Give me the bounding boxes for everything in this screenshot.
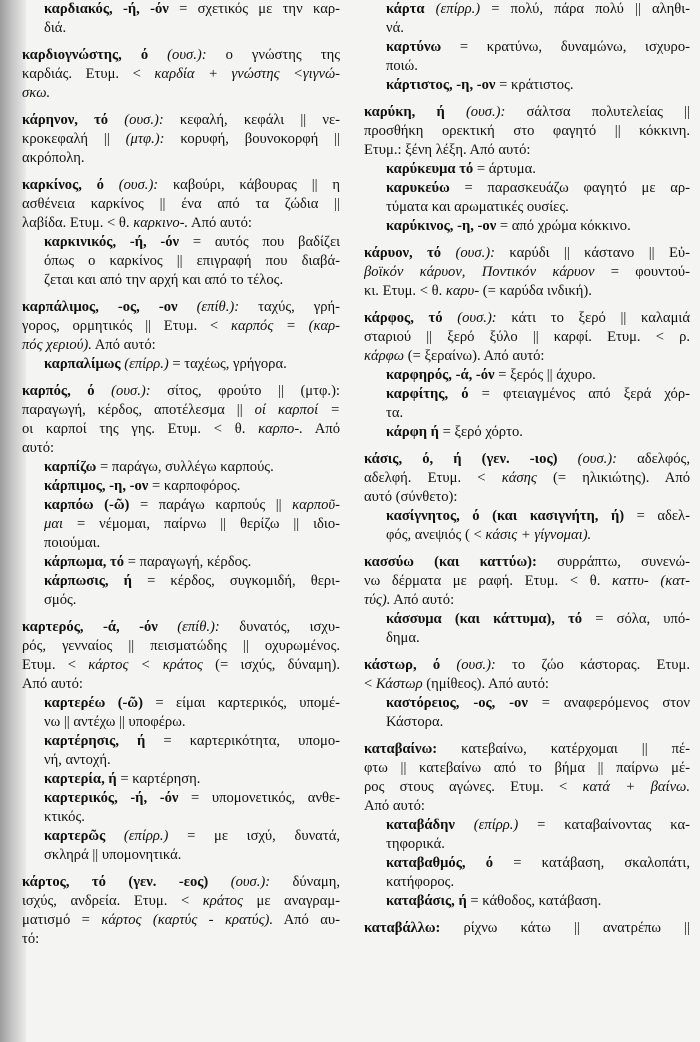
entry-line: αυτό (σύνθετο): xyxy=(364,489,458,505)
entry-line: δημα. xyxy=(386,630,420,646)
dictionary-entry xyxy=(22,873,340,949)
entry-line: κι. Ετυμ. < θ. καρυ- (= καρύδα ινδική). xyxy=(364,283,592,299)
entry-line: ρος στους αγώνες. Ετυμ. < κατά + βαίνω. xyxy=(364,779,690,795)
dictionary-entry xyxy=(22,111,340,168)
subentry-line: καρπίζω = παράγω, συλλέγω καρπούς. xyxy=(44,459,274,475)
entry-line: κάσις, ό, ή (γεν. -ιος) (ουσ.): αδελφός, xyxy=(364,451,690,467)
subentry-line: κάρτιστος, -η, -ον = κράτιστος. xyxy=(386,77,574,93)
entry-line: ρός, γενναίος || πεισματώδης || οχυρωμένος. xyxy=(22,638,340,654)
subentry-line: καταβάδην (επίρρ.) = καταβαίνοντας κα- xyxy=(386,817,690,833)
entry-line: αυτό: xyxy=(22,440,55,456)
subentry-line: καρτερέω (-ῶ) = είμαι καρτερικός, υπομέ- xyxy=(44,695,340,711)
subentry-line: καρκινικός, -ή, -όν = αυτός που βαδίζει xyxy=(44,234,340,250)
entry-line: Από αυτό: xyxy=(364,798,425,814)
subentry-line: καρύκευμα τό = άρτυμα. xyxy=(386,161,536,177)
entry-line: αδελφή. Ετυμ. < κάσης (= ηλικιώτης). Από xyxy=(364,470,690,486)
entry-line: όπως ο καρκίνος || επιγραφή που διαβά- xyxy=(44,253,340,269)
dictionary-entry xyxy=(364,244,690,301)
entry-line: ισχύς, ανδρεία. Ετυμ. < κράτος με αναγραμ- xyxy=(22,893,340,909)
entry-line: ζεται και από την αρχή και από το τέλος. xyxy=(44,272,284,288)
entry-line: σκω. xyxy=(22,85,51,101)
entry-line: καρπάλιμος, -ος, -ον (επίθ.): ταχύς, γρή- xyxy=(22,299,340,315)
entry-line: τό: xyxy=(22,931,40,947)
entry-line: νά. xyxy=(386,20,404,36)
entry-line: καρτερός, -ά, -όν (επίθ.): δυνατός, ισχυ- xyxy=(22,619,340,635)
dictionary-entry xyxy=(364,553,690,648)
entry-line: πός χεριού). Από αυτό: xyxy=(22,337,156,353)
entry-line: γορος, ορμητικός || Ετυμ. < καρπός = (καρ- xyxy=(22,318,340,334)
entry-line: κάρηνον, τό (ουσ.): κεφαλή, κεφάλι || νε- xyxy=(22,112,340,128)
entry-line: νή, αντοχή. xyxy=(44,752,111,768)
subentry-line: καρτύνω = κρατύνω, δυναμώνω, ισχυρο- xyxy=(386,39,690,55)
subentry-line: κάσσυμα (και κάττυμα), τό = σόλα, υπό- xyxy=(386,611,690,627)
left-column xyxy=(22,0,340,957)
subentry-line: καστόρειος, -ος, -ον = αναφερόμενος στον xyxy=(386,695,690,711)
subentry-line: κάρπωμα, τό = παραγωγή, κέρδος. xyxy=(44,554,252,570)
entry-line: ασθένεια καρκίνος || ένα από τα ζώδια || xyxy=(22,196,340,212)
subentry-line: κάρπωσις, ή = κέρδος, συγκομιδή, θερι- xyxy=(44,573,340,589)
entry-line: κατήφορος. xyxy=(386,874,455,890)
entry-line: τηφορικά. xyxy=(386,836,445,852)
entry-line: ματισμό = κάρτος (καρτύς - κρατύς). Από αυ- xyxy=(22,912,340,928)
entry-line: κάστωρ, ό (ουσ.): το ζώο κάστορας. Ετυμ. xyxy=(364,657,690,673)
subentry-line: καταβάσις, ή = κάθοδος, κατάβαση. xyxy=(386,893,602,909)
subentry-line: κάρπιμος, -η, -ον = καρποφόρος. xyxy=(44,478,241,494)
subentry-line: καρφηρός, -ά, -όν = ξερός || άχυρο. xyxy=(386,367,596,383)
entry-line: νω δέρματα με ραφή. Ετυμ. < θ. καττυ- (κατ- xyxy=(364,573,690,589)
dictionary-entry xyxy=(364,740,690,911)
subentry-line: καρύκινος, -η, -ον = από χρώμα κόκκινο. xyxy=(386,218,631,234)
entry-line: οι καρποί της γης. Ετυμ. < θ. καρπο-. Από xyxy=(22,421,340,437)
dictionary-entry xyxy=(364,309,690,442)
dictionary-entry xyxy=(364,0,690,95)
subentry-line: καρτερία, ή = καρτέρηση. xyxy=(44,771,201,787)
subentry-line: καρφίτης, ό = φτειαγμένος από ξερά χόρ- xyxy=(386,386,690,402)
entry-line: ποιούμαι. xyxy=(44,535,101,551)
entry-line: κάρφω (= ξεραίνω). Από αυτό: xyxy=(364,348,545,364)
subentry-line: καρυκεύω = παρασκευάζω φαγητό με αρ- xyxy=(386,180,690,196)
entry-line: σμός. xyxy=(44,592,77,608)
entry-line: καταβαίνω: κατεβαίνω, κατέρχομαι || πέ- xyxy=(364,741,690,757)
entry-line: καρδιάς. Ετυμ. < καρδία + γνώστης <γιγνώ- xyxy=(22,66,340,82)
entry-line: καρκίνος, ό (ουσ.): καβούρι, κάβουρας || η xyxy=(22,177,340,193)
subentry-line: καρπόω (-ῶ) = παράγω καρπούς || καρποῦ- xyxy=(44,497,340,513)
entry-line: ποιώ. xyxy=(386,58,418,74)
entry-line: Κάστορα. xyxy=(386,714,444,730)
entry-line: τύς). Από αυτό: xyxy=(364,592,455,608)
subentry-line: καρτερικός, -ή, -όν = υπομονετικός, ανθε- xyxy=(44,790,340,806)
subentry-line: κασίγνητος, ό (και κασιγνήτη, ή) = αδελ- xyxy=(386,508,690,524)
entry-line: λαβίδα. Ετυμ. < θ. καρκινο-. Από αυτό: xyxy=(22,215,252,231)
dictionary-entry xyxy=(364,919,690,938)
entry-line: τύματα και αρωματικές ουσίες. xyxy=(386,199,569,215)
entry-line: κάρυον, τό (ουσ.): καρύδι || κάστανο || Εὐ- xyxy=(364,245,690,261)
entry-line: παραγωγή, κέρδος, αποτέλεσμα || οί καρποί = xyxy=(22,402,340,418)
dictionary-entry xyxy=(22,618,340,865)
dictionary-entry xyxy=(364,656,690,732)
entry-line: διά. xyxy=(44,20,67,36)
entry-line: ακρόπολη. xyxy=(22,150,85,166)
subentry-line: καρτέρησις, ή = καρτερικότητα, υπομο- xyxy=(44,733,340,749)
entry-line: κάρφος, τό (ουσ.): κάτι το ξερό || καλαμιά xyxy=(364,310,690,326)
dictionary-entry xyxy=(22,382,340,610)
entry-line: μαι = νέμομαι, παίρνω || θερίζω || ιδιο- xyxy=(44,516,340,532)
subentry-line: καρτερῶς (επίρρ.) = με ισχύ, δυνατά, xyxy=(44,828,340,844)
entry-line: καταβάλλω: ρίχνω κάτω || ανατρέπω || xyxy=(364,920,690,936)
entry-line: Από αυτό: xyxy=(22,676,83,692)
entry-line: σταριού || ξερό ξύλο || καρφί. Ετυμ. < ρ. xyxy=(364,329,690,345)
entry-line: καρύκη, ή (ουσ.): σάλτσα πολυτελείας || xyxy=(364,104,690,120)
dictionary-entry xyxy=(22,176,340,290)
subentry-line: καταβαθμός, ό = κατάβαση, σκαλοπάτι, xyxy=(386,855,690,871)
entry-line: φός, ανεψιός ( < κάσις + γίγνομαι). xyxy=(386,527,592,543)
subentry-line: καρπαλίμως (επίρρ.) = ταχέως, γρήγορα. xyxy=(44,356,287,372)
entry-line: < Κάστωρ (ημίθεος). Από αυτό: xyxy=(364,676,549,692)
dictionary-entry xyxy=(22,298,340,374)
subentry-line: κάρτα (επίρρ.) = πολύ, πάρα πολύ || αληθι- xyxy=(386,1,690,17)
dictionary-entry xyxy=(364,450,690,545)
entry-line: φτω || κατεβαίνω από το βήμα || παίρνω μέ- xyxy=(364,760,690,776)
entry-line: νω || αντέχω || υποφέρω. xyxy=(44,714,186,730)
entry-line: κροκεφαλή || (μτφ.): κορυφή, βουνοκορφή || xyxy=(22,131,340,147)
dictionary-entry xyxy=(364,103,690,236)
entry-line: καρπός, ό (ουσ.): σίτος, φρούτο || (μτφ.): xyxy=(22,383,340,399)
entry-line: σκληρά || υπομονητικά. xyxy=(44,847,182,863)
entry-line: βοϊκόν κάρυον, Ποντικόν κάρυον = φουντού- xyxy=(364,264,690,280)
entry-line: κτικός. xyxy=(44,809,85,825)
right-column xyxy=(364,0,690,946)
entry-line: καρδιογνώστης, ό (ουσ.): ο γνώστης της xyxy=(22,47,340,63)
entry-line: Ετυμ. < κάρτος < κράτος (= ισχύς, δύναμη). xyxy=(22,657,340,673)
entry-line: τα. xyxy=(386,405,404,421)
subentry-line: καρδιακός, -ή, -όν = σχετικός με την καρ- xyxy=(44,1,340,17)
dictionary-entry xyxy=(22,46,340,103)
dictionary-entry xyxy=(22,0,340,38)
entry-line: προσθήκη ορεκτική στο φαγητό || κόκκινη. xyxy=(364,123,690,139)
entry-line: κάρτος, τό (γεν. -εος) (ουσ.): δύναμη, xyxy=(22,874,340,890)
entry-line: Ετυμ.: ξένη λέξη. Από αυτό: xyxy=(364,142,531,158)
subentry-line: κάρφη ή = ξερό χόρτο. xyxy=(386,424,523,440)
entry-line: κασσύω (και καττύω): συρράπτω, συνενώ- xyxy=(364,554,690,570)
